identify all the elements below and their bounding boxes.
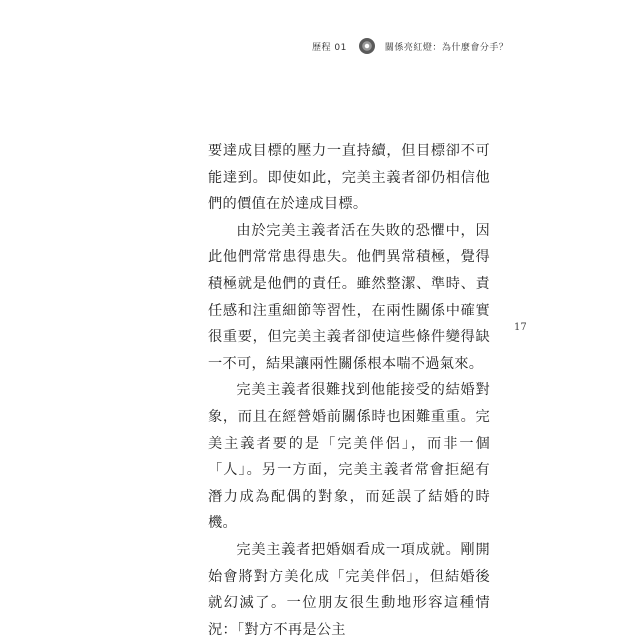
body-text [208, 138, 490, 640]
page-number: 17 [514, 322, 527, 333]
running-header [312, 36, 508, 56]
chapter-label: 歷程 01 [312, 42, 347, 53]
chapter-title: 關係亮紅燈：為什麼會分手？ [384, 42, 509, 53]
paragraph: 由於完美主義者活在失敗的恐懼中，因此他們常常患得患失。他們異常積極，覺得積極就是他們的責任。雖然整潔、準時、責任感和注重細節等習性，在兩性關係中確實很重要，但完美主義者卻使這些條件變得缺一不可，結果讓兩性關係根本喘不過氣來。 [208, 222, 490, 372]
paragraph: 完美主義者把婚姻看成一項成就。剛開始會將對方美化成「完美伴侶」，但結婚後就幻滅了。一位朋友很生動地形容這種情況：「對方不再是公主 [208, 541, 490, 638]
paragraph-continuation: 要達成目標的壓力一直持續，但目標卻不可能達到。即使如此，完美主義者卻仍相信他們的價值在於達成目標。 [208, 143, 490, 213]
paragraph: 完美主義者很難找到他能接受的結婚對象，而且在經營婚前關係時也困難重重。完美主義者要的是「完美伴侶」，而非一個「人」。另一方面，完美主義者常會拒絕有潛力成為配偶的對象，而延誤了結婚的時機。 [208, 382, 490, 532]
disc-icon [359, 38, 375, 54]
